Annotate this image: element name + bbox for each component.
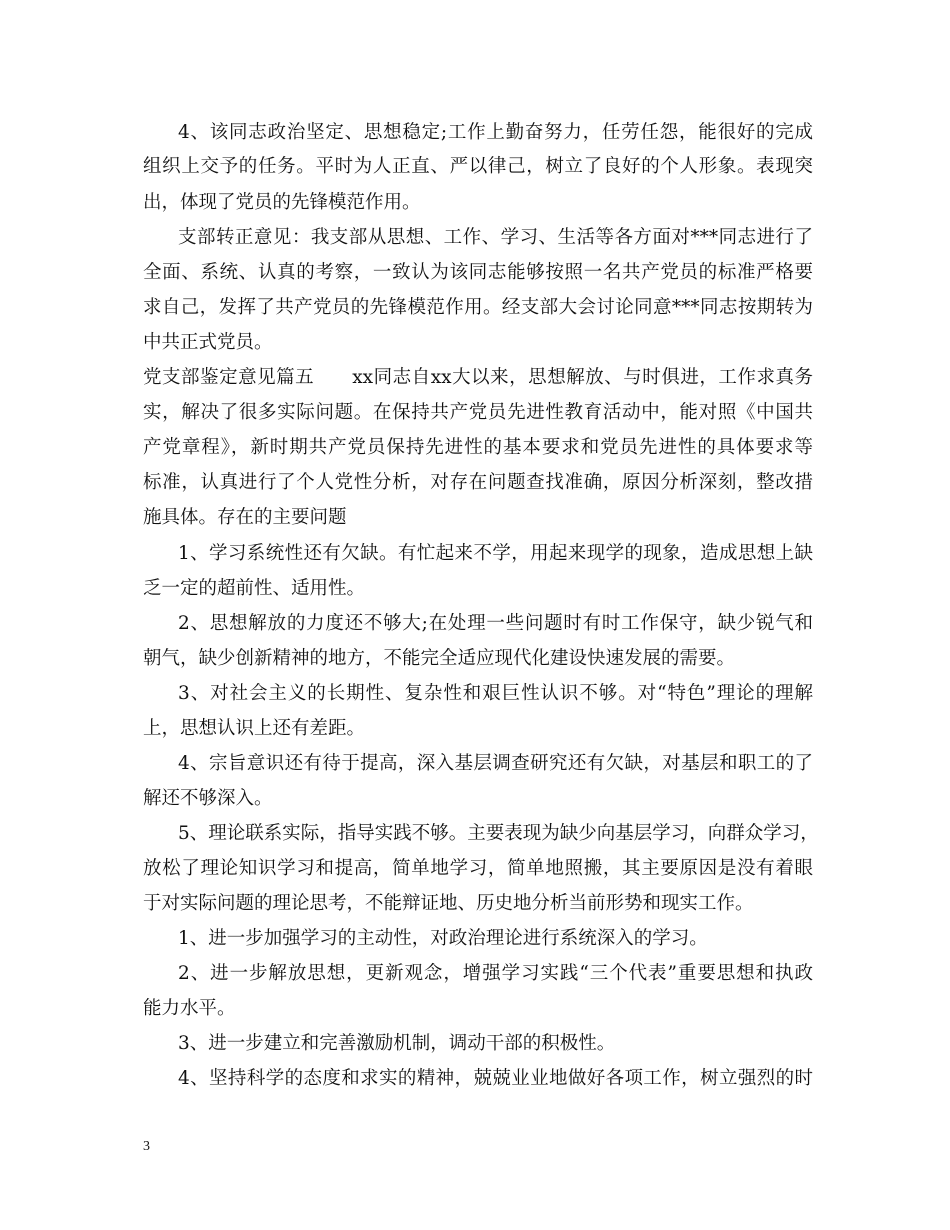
text-line: 施具体。存在的主要问题 xyxy=(143,507,347,528)
text-line: 全面、系统、认真的考察，一致认为该同志能够按照一名共产党员的标准严格要 xyxy=(143,262,813,283)
text-line: 求自己，发挥了共产党员的先锋模范作用。经支部大会讨论同意***同志按期转为 xyxy=(143,297,813,318)
text-line: 放松了理论知识学习和提高，简单地学习，简单地照搬，其主要原因是没有着眼 xyxy=(143,858,813,879)
text-line: 于对实际问题的理论思考，不能辩证地、历史地分析当前形势和现实工作。 xyxy=(143,893,754,914)
text-line: 支部转正意见：我支部从思想、工作、学习、生活等各方面对***同志进行了 xyxy=(178,227,813,248)
text-line: 上，思想认识上还有差距。 xyxy=(143,718,366,739)
page-number: 3 xyxy=(143,1139,150,1154)
text-line: 中共正式党员。 xyxy=(143,332,273,353)
text-line: 组织上交予的任务。平时为人正直、严以律己，树立了良好的个人形象。表现突 xyxy=(143,156,813,177)
text-line: 1、进一步加强学习的主动性，对政治理论进行系统深入的学习。 xyxy=(178,928,708,949)
text-line: 1、学习系统性还有欠缺。有忙起来不学，用起来现学的现象，造成思想上缺 xyxy=(178,543,813,564)
text-line: 3、进一步建立和完善激励机制，调动干部的积极性。 xyxy=(178,1033,616,1054)
text-line: 产党章程》，新时期共产党员保持先进性的基本要求和党员先进性的具体要求等 xyxy=(143,437,813,458)
text-line: 4、该同志政治坚定、思想稳定;工作上勤奋努力，任劳任怨，能很好的完成 xyxy=(178,122,813,143)
text-line: 2、进一步解放思想，更新观念，增强学习实践“三个代表”重要思想和执政 xyxy=(178,963,813,984)
text-line: 解还不够深入。 xyxy=(143,788,273,809)
section-heading-line: 党支部鉴定意见篇五 xx同志自xx大以来，思想解放、与时俱进，工作求真务 xyxy=(143,367,813,388)
text-line: 5、理论联系实际，指导实践不够。主要表现为缺少向基层学习，向群众学习， xyxy=(178,823,819,844)
text-line: 能力水平。 xyxy=(143,998,236,1019)
text-line: 4、宗旨意识还有待于提高，深入基层调查研究还有欠缺，对基层和职工的了 xyxy=(178,753,813,774)
text-line: 标准，认真进行了个人党性分析，对存在问题查找准确，原因分析深刻，整改措 xyxy=(143,472,813,493)
text-line: 4、坚持科学的态度和求实的精神，兢兢业业地做好各项工作，树立强烈的时 xyxy=(178,1068,813,1089)
text-line: 出，体现了党员的先锋模范作用。 xyxy=(143,192,421,213)
text-line: 3、对社会主义的长期性、复杂性和艰巨性认识不够。对“特色”理论的理解 xyxy=(178,683,813,704)
text-line: 朝气，缺少创新精神的地方，不能完全适应现代化建设快速发展的需要。 xyxy=(143,648,736,669)
text-line: 实，解决了很多实际问题。在保持共产党员先进性教育活动中，能对照《中国共 xyxy=(143,402,813,423)
text-line: 乏一定的超前性、适用性。 xyxy=(143,578,366,599)
text-line: 2、思想解放的力度还不够大;在处理一些问题时有时工作保守，缺少锐气和 xyxy=(178,613,813,634)
